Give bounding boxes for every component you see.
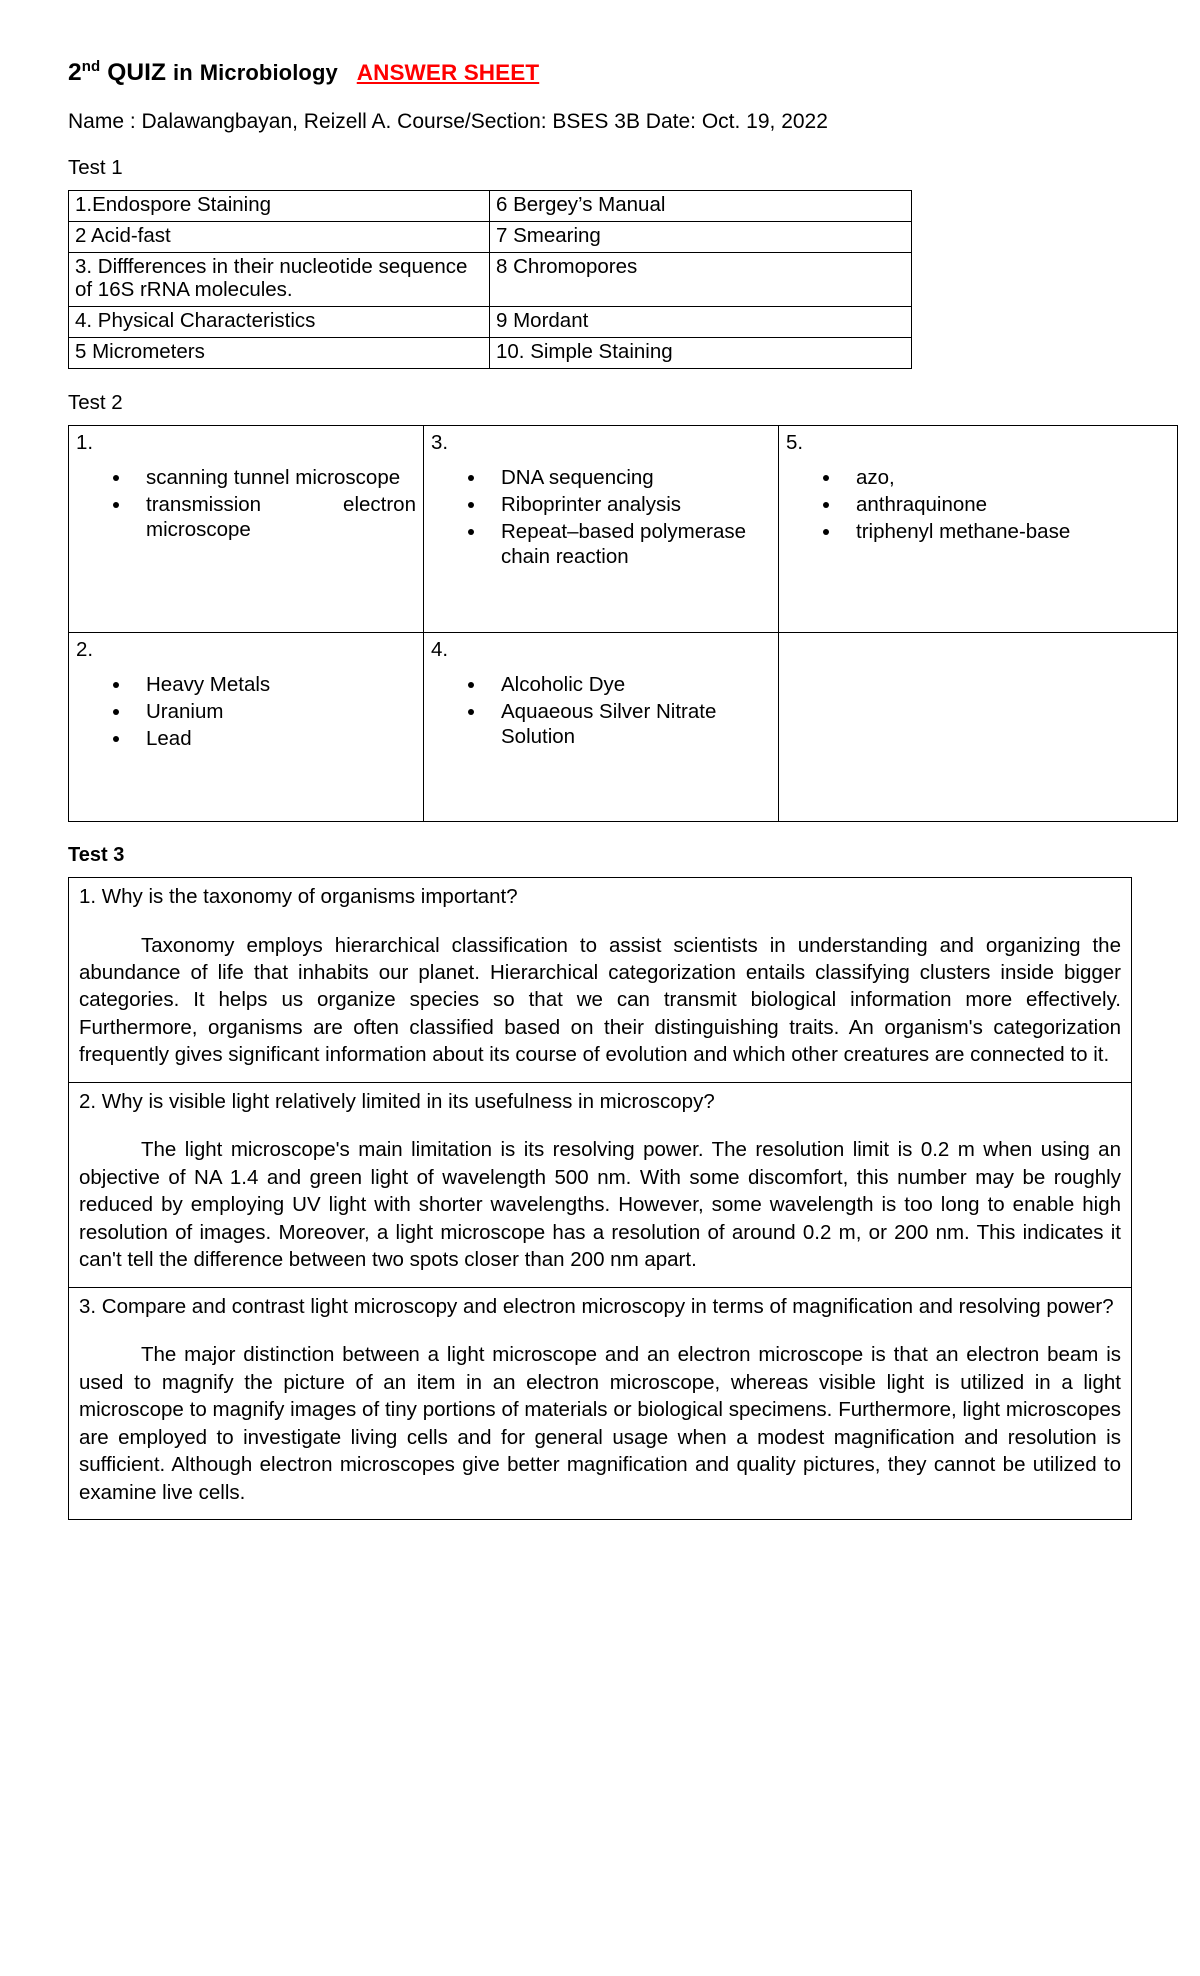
test1-label: Test 1: [68, 156, 123, 180]
test2-cell-number: 1.: [76, 430, 94, 454]
list-item: • azo,: [842, 465, 1170, 490]
table-row: [69, 1287, 1132, 1519]
list-item: • Aquaeous Silver Nitrate Solution: [487, 699, 771, 749]
table-row: [69, 191, 912, 222]
test2-cell-number: 3.: [431, 430, 449, 454]
test2-table: [68, 425, 1178, 822]
test2-bullet-list: [76, 465, 416, 543]
test3-question: 2. Why is visible light relatively limited in its usefulness in microscopy?: [79, 1089, 715, 1113]
test2-cell-number: 4.: [431, 637, 449, 661]
test2-label: Test 2: [68, 390, 123, 414]
test2-cell-2: [69, 632, 424, 821]
title-quiz-word: QUIZ: [107, 59, 167, 87]
test3-answer: The major distinction between a light microscope and an electron microscope is that an electron beam is used to magnify the picture of an item in an electron microscope, whereas visible light is utilized in a light microscope to magnify images of tiny portions of materials or biological specimens. Furthermore, light microscopes are employed to investigate living cells and for general usage when a modest magnification and resolution is sufficient. Although electron microscopes give better magnification and quality pictures, they cannot be utilized to examine live cells.: [79, 1343, 1121, 1504]
list-item: • Uranium: [132, 699, 416, 724]
list-item: • Repeat–based polymerase chain reaction: [487, 519, 771, 569]
table-row: [69, 632, 1178, 821]
answer-sheet-label: ANSWER SHEET: [356, 60, 540, 86]
test2-bullet-list: [431, 465, 771, 570]
page-title: [68, 58, 1132, 87]
test1-cell-left: 2 Acid-fast: [69, 222, 490, 253]
title-subject: Microbiology: [199, 60, 338, 86]
list-item: • anthraquinone: [842, 492, 1170, 517]
list-item: • Lead: [132, 726, 416, 751]
test3-label: Test 3: [68, 843, 125, 866]
title-quiz-ordinal: 2: [68, 59, 82, 87]
list-item: • scanning tunnel microscope: [132, 465, 416, 490]
test2-bullet-list: [76, 672, 416, 752]
test3-cell-3: [69, 1287, 1132, 1519]
test3-question: 1. Why is the taxonomy of organisms important?: [79, 884, 518, 908]
test1-cell-right: 10. Simple Staining: [490, 337, 912, 368]
test3-answer: The light microscope's main limitation is its resolving power. The resolution limit is 0.2 m when using an objective of NA 1.4 and green light of wavelength 500 nm. With some discomfort, this number may be roughly reduced by employing UV light with shorter wavelengths. However, some wavelength is too long to enable high resolution of images. Moreover, a light microscope has a resolution of around 0.2 m, or 200 nm. This indicates it can't tell the difference between two spots closer than 200 nm apart.: [79, 1138, 1121, 1272]
test1-cell-left: 3. Diffferences in their nucleotide sequence of 16S rRNA molecules.: [69, 253, 490, 307]
table-row: [69, 425, 1178, 632]
table-row: [69, 877, 1132, 1082]
student-meta-line: Name : Dalawangbayan, Reizell A. Course/Section: BSES 3B Date: Oct. 19, 2022: [68, 110, 828, 134]
table-row: [69, 1082, 1132, 1287]
test1-cell-right: 7 Smearing: [490, 222, 912, 253]
test3-question: 3. Compare and contrast light microscopy and electron microscopy in terms of magnification and resolving power?: [79, 1294, 1114, 1318]
list-item: • DNA sequencing: [487, 465, 771, 490]
title-in-word: in: [173, 60, 193, 86]
test1-cell-right: 6 Bergey’s Manual: [490, 191, 912, 222]
test2-cell-5: [779, 425, 1178, 632]
test2-cell-3: [424, 425, 779, 632]
table-row: [69, 337, 912, 368]
test2-cell-1: [69, 425, 424, 632]
list-item: • Alcoholic Dye: [487, 672, 771, 697]
list-item: • Heavy Metals: [132, 672, 416, 697]
test1-cell-left: 1.Endospore Staining: [69, 191, 490, 222]
test1-cell-left: 5 Micrometers: [69, 337, 490, 368]
test1-cell-left: 4. Physical Characteristics: [69, 306, 490, 337]
test1-cell-right: 9 Mordant: [490, 306, 912, 337]
table-row: [69, 253, 912, 307]
test2-cell-empty: [779, 632, 1178, 821]
test2-bullet-list: [786, 465, 1170, 545]
test2-cell-number: 2.: [76, 637, 94, 661]
list-item: • Riboprinter analysis: [487, 492, 771, 517]
test3-table: [68, 877, 1132, 1520]
test3-answer: Taxonomy employs hierarchical classification to assist scientists in understanding and organizing the abundance of life that inhabits our planet. Hierarchical categorization entails classifying clusters inside bigger categories. It helps us organize species so that we can transmit biological information more effectively. Furthermore, organisms are often classified based on their distinguishing traits. An organism's categorization frequently gives significant information about its course of evolution and which other creatures are connected to it.: [79, 933, 1121, 1067]
test1-table: [68, 190, 912, 369]
test1-cell-right: 8 Chromopores: [490, 253, 912, 307]
list-item: • triphenyl methane-base: [842, 519, 1170, 544]
test3-cell-2: [69, 1082, 1132, 1287]
test2-cell-4: [424, 632, 779, 821]
list-item: • transmission electron microscope: [132, 492, 416, 542]
test2-cell-number: 5.: [786, 430, 804, 454]
test3-cell-1: [69, 877, 1132, 1082]
test2-bullet-list: [431, 672, 771, 750]
table-row: [69, 306, 912, 337]
title-ordinal-suffix: nd: [81, 58, 101, 75]
table-row: [69, 222, 912, 253]
